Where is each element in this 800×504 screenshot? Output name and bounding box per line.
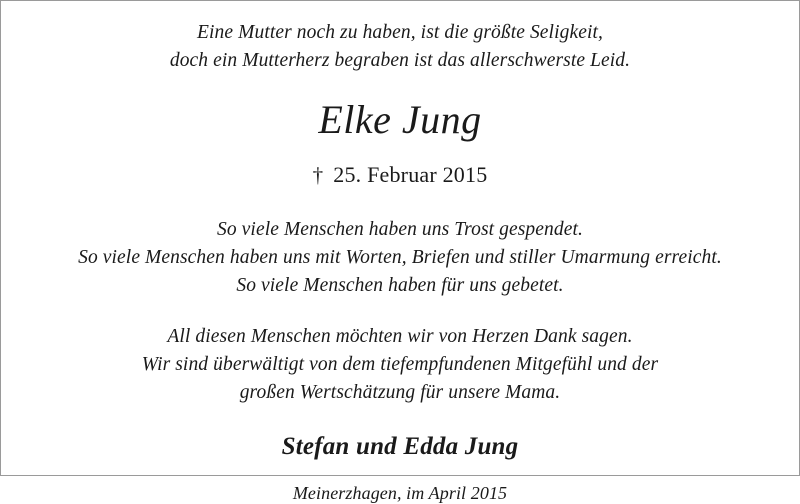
death-date: 25. Februar 2015 xyxy=(333,162,488,188)
thanks-paragraph-1 xyxy=(78,216,722,299)
verse-line-2: doch ein Mutterherz begraben ist das allerschwerste Leid. xyxy=(169,49,631,71)
verse-block xyxy=(170,19,630,74)
signature: Stefan und Edda Jung xyxy=(281,432,519,460)
paragraph-1-line-2: So viele Menschen haben uns mit Worten, Briefen und stiller Umarmung erreicht. xyxy=(78,247,722,269)
cross-icon: † xyxy=(312,163,324,188)
paragraph-2-line-2: Wir sind überwältigt von dem tiefempfundenen Mitgefühl und der xyxy=(141,354,659,376)
verse-line-1: Eine Mutter noch zu haben, ist die größte Seligkeit, xyxy=(197,22,603,43)
paragraph-1-line-3: So viele Menschen haben für uns gebetet. xyxy=(236,274,564,296)
paragraph-1-line-1: So viele Menschen haben uns Trost gespendet. xyxy=(217,219,583,241)
paragraph-2-line-3: großen Wertschätzung für unsere Mama. xyxy=(239,381,561,403)
paragraph-2-line-1: All diesen Menschen möchten wir von Herzen Dank sagen. xyxy=(167,326,633,348)
deceased-name: Elke Jung xyxy=(318,97,482,143)
place-and-date: Meinerzhagen, im April 2015 xyxy=(292,482,508,503)
thanks-paragraph-2 xyxy=(142,323,658,406)
death-date-row xyxy=(313,162,488,188)
